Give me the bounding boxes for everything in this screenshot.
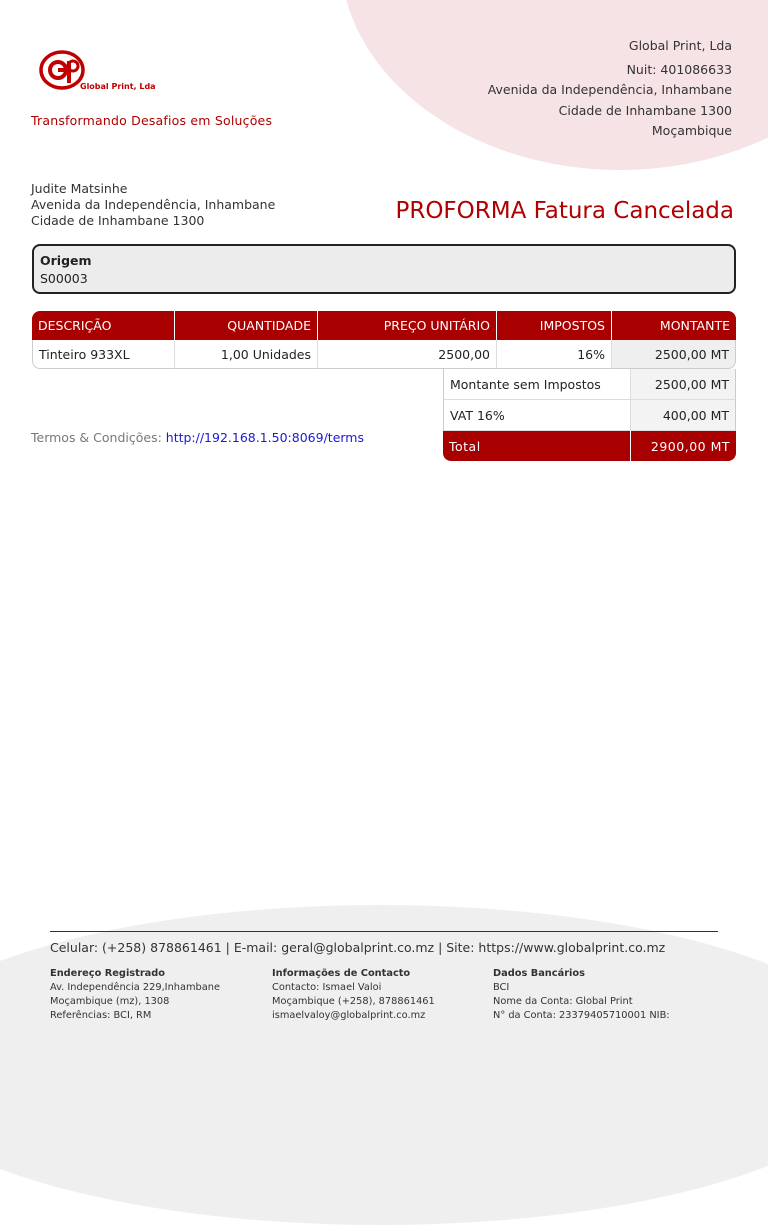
- terms-label: Termos & Condições:: [31, 430, 166, 445]
- total-row: [443, 431, 736, 461]
- company-city: Cidade de Inhambane 1300: [558, 102, 732, 118]
- header-amount: MONTANTE: [612, 311, 736, 340]
- subtotal-label: Montante sem Impostos: [443, 369, 631, 400]
- company-logo: [38, 50, 163, 100]
- invoice-lines-table: [32, 311, 736, 369]
- footer-bank-details: [493, 967, 670, 1023]
- company-nuit: Nuit: 401086633: [626, 61, 732, 77]
- cell-taxes: 16%: [497, 340, 612, 369]
- total-label: Total: [443, 431, 631, 461]
- footer-col-heading: Informações de Contacto: [272, 968, 411, 979]
- cell-amount: 2500,00 MT: [612, 340, 736, 369]
- footer-col-line: ismaelvaloy@globalprint.co.mz: [272, 1010, 426, 1021]
- cell-unit-price: 2500,00: [318, 340, 497, 369]
- footer-col-line: BCI: [493, 982, 510, 993]
- footer-col-line: Nome da Conta: Global Print: [493, 996, 633, 1007]
- header-quantity: QUANTIDADE: [175, 311, 318, 340]
- terms-link[interactable]: http://192.168.1.50:8069/terms: [165, 430, 364, 445]
- cell-quantity: 1,00 Unidades: [175, 340, 318, 369]
- footer-col-line: Moçambique (+258), 878861461: [272, 996, 435, 1007]
- footer-contact-info: [272, 967, 435, 1023]
- client-name: Judite Matsinhe: [31, 181, 128, 196]
- subtotal-row: [443, 369, 736, 400]
- cell-description: Tinteiro 933XL: [32, 340, 175, 369]
- footer-col-heading: Dados Bancários: [493, 968, 585, 979]
- origin-box: [32, 244, 736, 294]
- company-street: Avenida da Independência, Inhambane: [487, 82, 732, 97]
- tagline: Transformando Desafios em Soluções: [31, 113, 273, 128]
- table-header-row: [32, 311, 736, 340]
- company-name: Global Print, Lda: [628, 38, 732, 53]
- origin-label: Origem: [40, 253, 92, 268]
- header-unit-price: PREÇO UNITÁRIO: [318, 311, 497, 340]
- footer-col-heading: Endereço Registrado: [50, 968, 166, 979]
- company-address: [488, 36, 732, 142]
- terms: [31, 430, 364, 445]
- tax-label: VAT 16%: [443, 400, 631, 431]
- logo-text: Global Print, Lda: [80, 82, 156, 91]
- table-row: [32, 340, 736, 369]
- company-country: Moçambique: [651, 123, 732, 138]
- tax-value: 400,00 MT: [631, 400, 736, 431]
- header-description: DESCRIÇÃO: [32, 311, 175, 340]
- footer-col-line: N° da Conta: 23379405710001 NIB:: [493, 1010, 670, 1021]
- footer-divider: [50, 931, 718, 932]
- header-taxes: IMPOSTOS: [497, 311, 612, 340]
- subtotal-value: 2500,00 MT: [631, 369, 736, 400]
- footer-col-line: Referências: BCI, RM: [50, 1010, 152, 1021]
- footer-col-line: Contacto: Ismael Valoi: [272, 982, 382, 993]
- total-value: 2900,00 MT: [631, 431, 736, 461]
- footer-col-line: Av. Independência 229,Inhambane: [50, 982, 221, 993]
- client-street: Avenida da Independência, Inhambane: [31, 197, 276, 212]
- document-title: PROFORMA Fatura Cancelada: [395, 198, 734, 224]
- footer-registered-address: [50, 967, 220, 1023]
- client-address: [31, 181, 275, 229]
- client-city: Cidade de Inhambane 1300: [31, 213, 205, 228]
- totals-table: [443, 369, 736, 461]
- tax-row: [443, 400, 736, 431]
- origin-value: S00003: [40, 271, 88, 286]
- footer-contact-line: Celular: (+258) 878861461 | E-mail: geral@globalprint.co.mz | Site: https://www.globalprint.co.mz: [50, 940, 666, 955]
- footer-col-line: Moçambique (mz), 1308: [50, 996, 170, 1007]
